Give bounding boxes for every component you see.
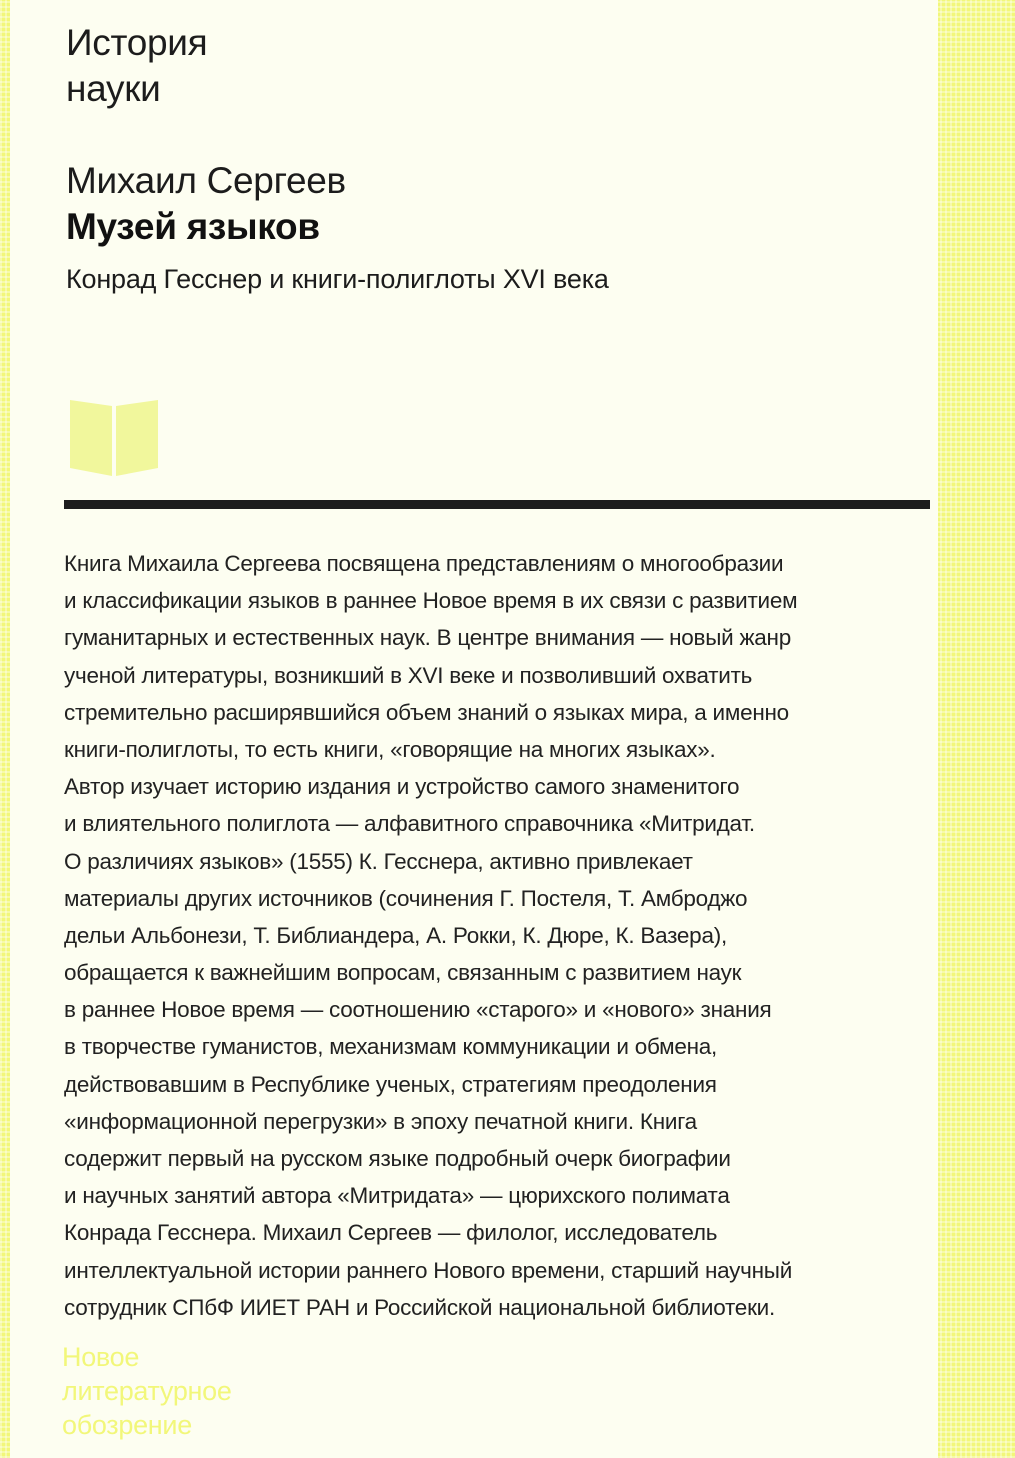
publisher-line-3: обозрение: [62, 1410, 192, 1440]
annotation-line: материалы других источников (сочинения Г. Постеля, Т. Амброджо: [64, 885, 748, 911]
series-title-line-1: История: [66, 22, 208, 63]
annotation-line: Книга Михаила Сергеева посвящена представлениям о многообразии: [64, 551, 784, 576]
book-subtitle: Конрад Гесснер и книги-полиглоты XVI века: [66, 264, 609, 294]
annotation-line: и научных занятий автора «Митридата» — цюрихского полимата: [64, 1183, 730, 1209]
divider-rule: [64, 500, 930, 509]
open-book-icon: [68, 390, 160, 476]
annotation-line: действовавшим в Республике ученых, стратегиям преодоления: [64, 1071, 717, 1097]
publisher-logo: [62, 1340, 232, 1442]
series-title-line-2: науки: [66, 68, 161, 109]
annotation-line: и влиятельного полиглота — алфавитного справочника «Митридат.: [64, 811, 755, 837]
cover-panel: [10, 0, 938, 1458]
annotation-line: Конрада Гесснера. Михаил Сергеев — филолог, исследователь: [64, 1220, 718, 1246]
annotation-line: в творчестве гуманистов, механизмам коммуникации и обмена,: [64, 1034, 718, 1060]
series-title: [66, 20, 207, 112]
annotation-line: и классификации языков в раннее Новое время в их связи с развитием: [64, 588, 798, 614]
publisher-line-2: литературное: [62, 1376, 232, 1406]
annotation-line: О различиях языков» (1555) К. Гесснера, активно привлекает: [64, 848, 693, 874]
annotation-line: в раннее Новое время — соотношению «старого» и «нового» знания: [64, 997, 772, 1023]
annotation-line: «информационной перегрузки» в эпоху печатной книги. Книга: [64, 1108, 697, 1134]
annotation-line: гуманитарных и естественных наук. В центре внимания — новый жанр: [64, 625, 791, 651]
annotation-line: интеллектуальной истории раннего Нового времени, старший научный: [64, 1257, 793, 1283]
book-author: Михаил Сергеев: [66, 160, 346, 201]
annotation-line: книги-полиглоты, то есть книги, «говорящие на многих языках».: [64, 736, 716, 762]
publisher-line-1: Новое: [62, 1342, 140, 1372]
annotation-text: [64, 545, 934, 1326]
annotation-line: сотрудник СПбФ ИИЕТ РАН и Российской национальной библиотеки.: [64, 1294, 775, 1320]
annotation-line: обращается к важнейшим вопросам, связанным с развитием наук: [64, 960, 742, 986]
annotation-line: Автор изучает историю издания и устройство самого знаменитого: [64, 774, 740, 800]
annotation-line: содержит первый на русском языке подробный очерк биографии: [64, 1146, 731, 1171]
annotation-line: стремительно расширявшийся объем знаний о языках мира, а именно: [64, 699, 789, 725]
annotation-line: ученой литературы, возникший в XVI веке и позволивший охватить: [64, 662, 753, 688]
book-title: Музей языков: [66, 206, 320, 247]
annotation-line: дельи Альбонези, Т. Библиандера, А. Рокки, К. Дюре, К. Вазера),: [64, 922, 727, 948]
